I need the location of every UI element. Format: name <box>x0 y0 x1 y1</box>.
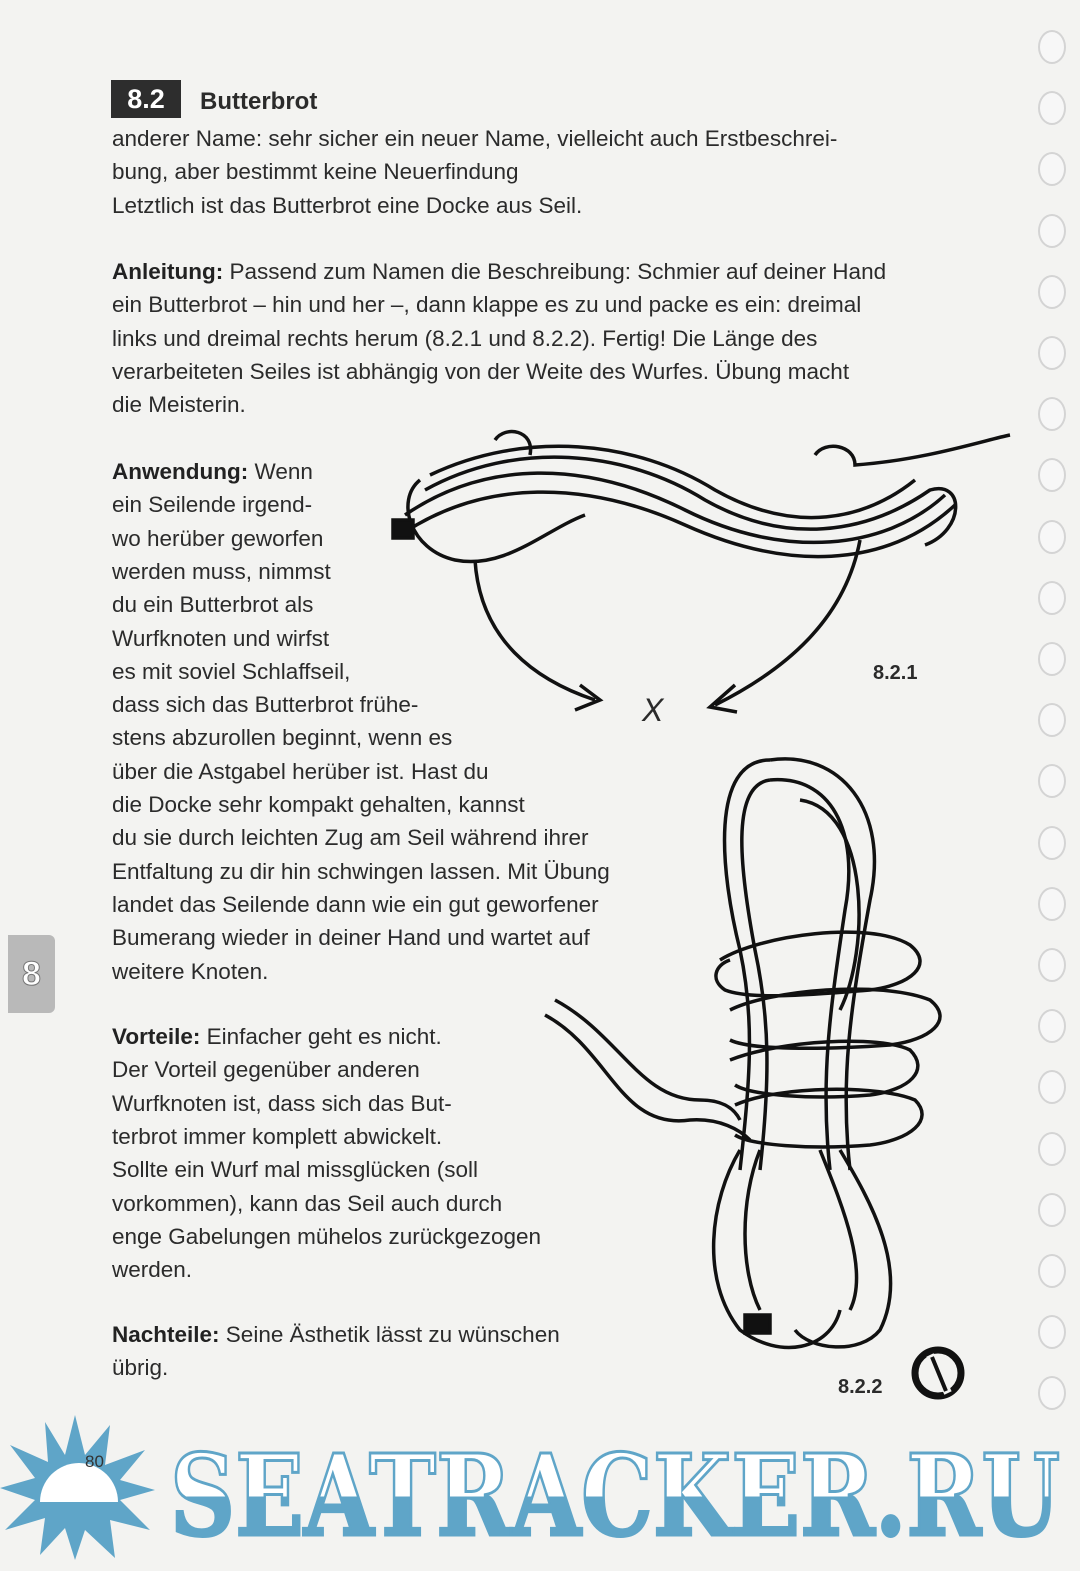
binder-hole <box>1038 30 1066 64</box>
text-line <box>112 155 519 188</box>
text-line <box>112 688 418 721</box>
text-line-content: ein Butterbrot – hin und her –, dann klappe es zu und packe es ein: dreimal <box>112 292 862 318</box>
paragraph-lead: Nachteile: <box>112 1322 220 1347</box>
section-title: Butterbrot <box>200 88 318 115</box>
binder-hole <box>1038 214 1066 248</box>
text-line-content: Sollte ein Wurf mal missglücken (soll <box>112 1157 478 1183</box>
text-line <box>112 1318 560 1351</box>
text-line <box>112 1120 442 1153</box>
text-line <box>112 288 861 321</box>
text-line <box>112 1153 478 1186</box>
binder-hole <box>1038 948 1066 982</box>
text-line <box>112 1053 420 1086</box>
text-line <box>112 788 525 821</box>
binder-hole <box>1038 152 1066 186</box>
text-line <box>112 588 313 621</box>
text-line-content: die Meisterin. <box>112 392 246 418</box>
text-line-content: enge Gabelungen mühelos zurückgezogen <box>112 1223 542 1249</box>
text-line-content: Wurfknoten und wirfst <box>112 625 330 651</box>
binder-hole <box>1038 458 1066 492</box>
text-line <box>112 755 488 788</box>
text-line-content: Der Vorteil gegenüber anderen <box>112 1057 420 1083</box>
binder-hole <box>1038 520 1066 554</box>
text-line <box>112 1020 442 1053</box>
text-line-content: links und dreimal rechts herum (8.2.1 und 8.2.2). Fertig! Die Länge des <box>112 325 818 351</box>
text-line <box>112 921 590 954</box>
text-line <box>112 555 331 588</box>
binder-hole <box>1038 91 1066 125</box>
text-line-content: Letztlich ist das Butterbrot eine Docke aus Seil. <box>112 192 583 218</box>
text-line <box>112 1220 541 1253</box>
watermark-text: SEATRACKER.RU <box>170 1431 1060 1560</box>
text-line-content: Entfaltung zu dir hin schwingen lassen. Mit Übung <box>112 858 610 884</box>
text-line <box>112 855 610 888</box>
binder-hole <box>1038 1193 1066 1227</box>
text-line-content: Passend zum Namen die Beschreibung: Schmier auf deiner Hand <box>223 259 887 284</box>
binder-hole <box>1038 1315 1066 1349</box>
knot-symbol-icon <box>910 1345 966 1401</box>
binder-hole <box>1038 1070 1066 1104</box>
text-line-content: verarbeiteten Seiles ist abhängig von der Weite des Wurfes. Übung macht <box>112 358 850 384</box>
binder-hole <box>1038 397 1066 431</box>
text-line <box>112 655 350 688</box>
text-line <box>112 955 268 988</box>
text-line-content: vorkommen), kann das Seil auch durch <box>112 1190 503 1216</box>
text-line-content: werden muss, nimmst <box>112 558 331 584</box>
text-line-content: über die Astgabel herüber ist. Hast du <box>112 758 489 784</box>
text-line-content: werden. <box>112 1257 193 1283</box>
text-line-content: weitere Knoten. <box>112 958 269 984</box>
binder-hole <box>1038 275 1066 309</box>
text-line-content: übrig. <box>112 1355 169 1381</box>
text-line-content: ein Seilende irgend- <box>112 492 313 518</box>
text-line <box>112 821 589 854</box>
text-line-content: Einfacher geht es nicht. <box>200 1024 442 1049</box>
text-line <box>112 189 582 222</box>
binder-hole <box>1038 703 1066 737</box>
binder-hole <box>1038 1132 1066 1166</box>
binder-hole <box>1038 581 1066 615</box>
text-line-content: anderer Name: sehr sicher ein neuer Name, vielleicht auch Erstbeschrei- <box>112 126 838 151</box>
figure-8-2-1-mark: X <box>642 692 664 728</box>
text-line-content: Wurfknoten ist, dass sich das But- <box>112 1090 452 1116</box>
text-line-content: wo herüber geworfen <box>112 525 324 551</box>
text-line <box>112 322 817 355</box>
section-number: 8.2 <box>111 80 181 118</box>
binder-hole <box>1038 887 1066 921</box>
text-line-content: Wenn <box>248 459 313 484</box>
text-line <box>112 355 849 388</box>
binder-hole <box>1038 1009 1066 1043</box>
binder-hole <box>1038 1254 1066 1288</box>
figure-8-2-2-illustration <box>540 750 980 1360</box>
text-line-content: stens abzurollen beginnt, wenn es <box>112 725 453 751</box>
sun-icon <box>0 1415 155 1560</box>
text-line <box>112 1351 168 1384</box>
binder-hole <box>1038 764 1066 798</box>
text-line-content: du ein Butterbrot als <box>112 592 314 618</box>
paragraph-lead: Vorteile: <box>112 1024 201 1049</box>
figure-8-2-2-label: 8.2.2 <box>838 1376 883 1398</box>
text-line <box>112 388 246 421</box>
text-line <box>112 455 313 488</box>
text-line <box>112 255 886 288</box>
text-line <box>112 488 312 521</box>
binder-hole <box>1038 826 1066 860</box>
text-line-content: du sie durch leichten Zug am Seil während ihrer <box>112 825 589 851</box>
text-line-content: bung, aber bestimmt keine Neuerfindung <box>112 159 519 185</box>
text-line-content: dass sich das Butterbrot frühe- <box>112 692 419 718</box>
text-line-content: die Docke sehr kompakt gehalten, kannst <box>112 792 525 817</box>
chapter-tab: 8 <box>8 935 55 1013</box>
text-line-content: Bumerang wieder in deiner Hand und wartet auf <box>112 925 590 951</box>
figure-8-2-1-label: 8.2.1 <box>873 662 918 684</box>
text-line-content: terbrot immer komplett abwickelt. <box>112 1123 443 1149</box>
text-line-content: landet das Seilende dann wie ein gut geworfener <box>112 891 599 917</box>
binder-hole <box>1038 1376 1066 1410</box>
text-line-content: es mit soviel Schlaffseil, <box>112 658 351 684</box>
text-line <box>112 1087 452 1120</box>
paragraph-lead: Anleitung: <box>112 259 224 284</box>
text-line <box>112 1187 502 1220</box>
watermark-logo <box>0 1410 1080 1560</box>
binder-hole <box>1038 336 1066 370</box>
text-line <box>112 622 329 655</box>
text-line-content: Seine Ästhetik lässt zu wünschen <box>219 1322 560 1347</box>
binder-hole <box>1038 642 1066 676</box>
text-line <box>112 122 837 155</box>
text-line <box>112 1253 192 1286</box>
text-line <box>112 888 599 921</box>
paragraph-lead: Anwendung: <box>112 459 249 484</box>
text-line <box>112 522 323 555</box>
page-number: 80 <box>85 1452 104 1471</box>
figure-8-2-1-illustration <box>385 420 1015 730</box>
